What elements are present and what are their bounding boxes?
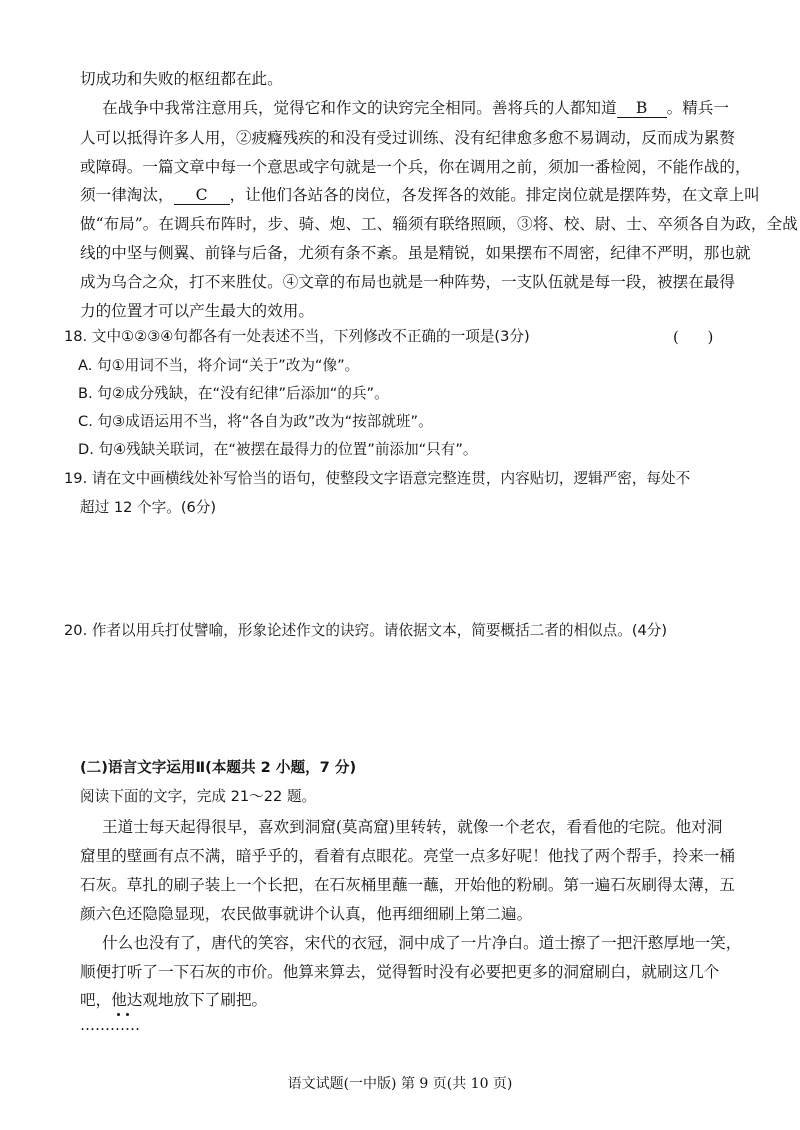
passage-line: 人可以抵得许多人用，②疲癃残疾的和没有受过训练、没有纪律愈多愈不易调动，反而成为累赘 (80, 129, 735, 147)
option-a: A. 句①用词不当，将介词“关于”改为“像”。 (78, 357, 360, 374)
passage-line: 石灰。草扎的刷子装上一个长把，在石灰桶里蘸一蘸，开始他的粉刷。第一遍石灰刷得太薄，五 (80, 876, 735, 894)
passage-line: 切成功和失败的枢纽都在此。 (80, 70, 283, 88)
passage-text: ，让他们各站各的岗位，各发挥各的效能。排定岗位就是摆阵势，在文章上叫 (229, 186, 760, 204)
section-instruction: 阅读下面的文字，完成 21～22 题。 (80, 788, 317, 805)
option-b: B. 句②成分残缺，在“没有纪律”后添加“的兵”。 (78, 385, 389, 402)
answer-parentheses: ( ) (673, 328, 714, 346)
passage-text: 在战争中我常注意用兵，觉得它和作文的诀窍完全相同。善将兵的人都知道 (102, 99, 617, 117)
passage-line: 王道士每天起得很早，喜欢到洞窟(莫高窟)里转转，就像一个老农，看看他的宅院。他对洞 (102, 818, 723, 836)
passage-line: 顺便打听了一下石灰的市价。他算来算去，觉得暂时没有必要把更多的洞窟刷白，就刷这几个 (80, 963, 720, 981)
passage-line: 窟里的壁画有点不满，暗乎乎的，看着有点眼花。亮堂一点多好呢！他找了两个帮手，拎来一桶 (80, 847, 735, 865)
passage-line: 什么也没有了，唐代的笑容，宋代的衣冠，洞中成了一片净白。道士擦了一把汗憨厚地一笑， (102, 934, 742, 952)
blank-b: B (617, 101, 667, 118)
section-heading: (二)语言文字运用Ⅱ(本题共 2 小题，7 分) (80, 759, 357, 776)
passage-text: 。精兵一 (666, 99, 729, 117)
passage-line: 成为乌合之众，打不来胜仗。④文章的布局也就是一种阵势，一支队伍就是每一段，被摆在最得 (80, 273, 735, 291)
passage-line: 或障碍。一篇文章中每一个意思或字句就是一个兵，你在调用之前，须加一番检阅，不能作战的， (80, 158, 751, 176)
passage-line: 线的中坚与侧翼、前锋与后备，尤须有条不紊。虽是精锐，如果摆布不周密，纪律不严明，那也就 (80, 244, 751, 262)
blank-c: C (174, 188, 230, 205)
passage-text: 须一律淘汰， (80, 186, 174, 204)
passage-line: 力的位置才可以产生最大的效用。 (80, 302, 314, 320)
passage-line (102, 101, 729, 118)
option-c: C. 句③成语运用不当，将“各自为政”改为“按部就班”。 (78, 413, 433, 430)
option-d: D. 句④残缺关联词，在“被摆在最得力的位置”前添加“只有”。 (78, 441, 478, 458)
ellipsis: ………… (80, 1016, 140, 1034)
question-stem: 19. 请在文中画横线处补写恰当的语句，使整段文字语意完整连贯，内容贴切，逻辑严密，每处不 (64, 470, 691, 487)
question-stem: 18. 文中①②③④句都各有一处表述不当，下列修改不正确的一项是(3分) (64, 328, 530, 345)
passage-line: 颜六色还隐隐显现，农民做事就讲个认真，他再细细刷上第二遍。 (80, 905, 533, 923)
question-stem: 20. 作者以用兵打仗譬喻，形象论述作文的诀窍。请依据文本，简要概括二者的相似点。(4分) (64, 622, 668, 639)
page-footer: 语文试题(一中版) 第 9 页(共 10 页) (287, 1076, 513, 1092)
passage-line (80, 188, 760, 205)
passage-line: 做“布局”。在调兵布阵时，步、骑、炮、工、辎须有联络照顾，③将、校、尉、士、卒须各自为政，全战 (80, 215, 798, 233)
passage-line: 吧，他达观地放下了刷把。 (80, 991, 268, 1009)
question-stem-cont: 超过 12 个字。(6分) (80, 499, 217, 516)
